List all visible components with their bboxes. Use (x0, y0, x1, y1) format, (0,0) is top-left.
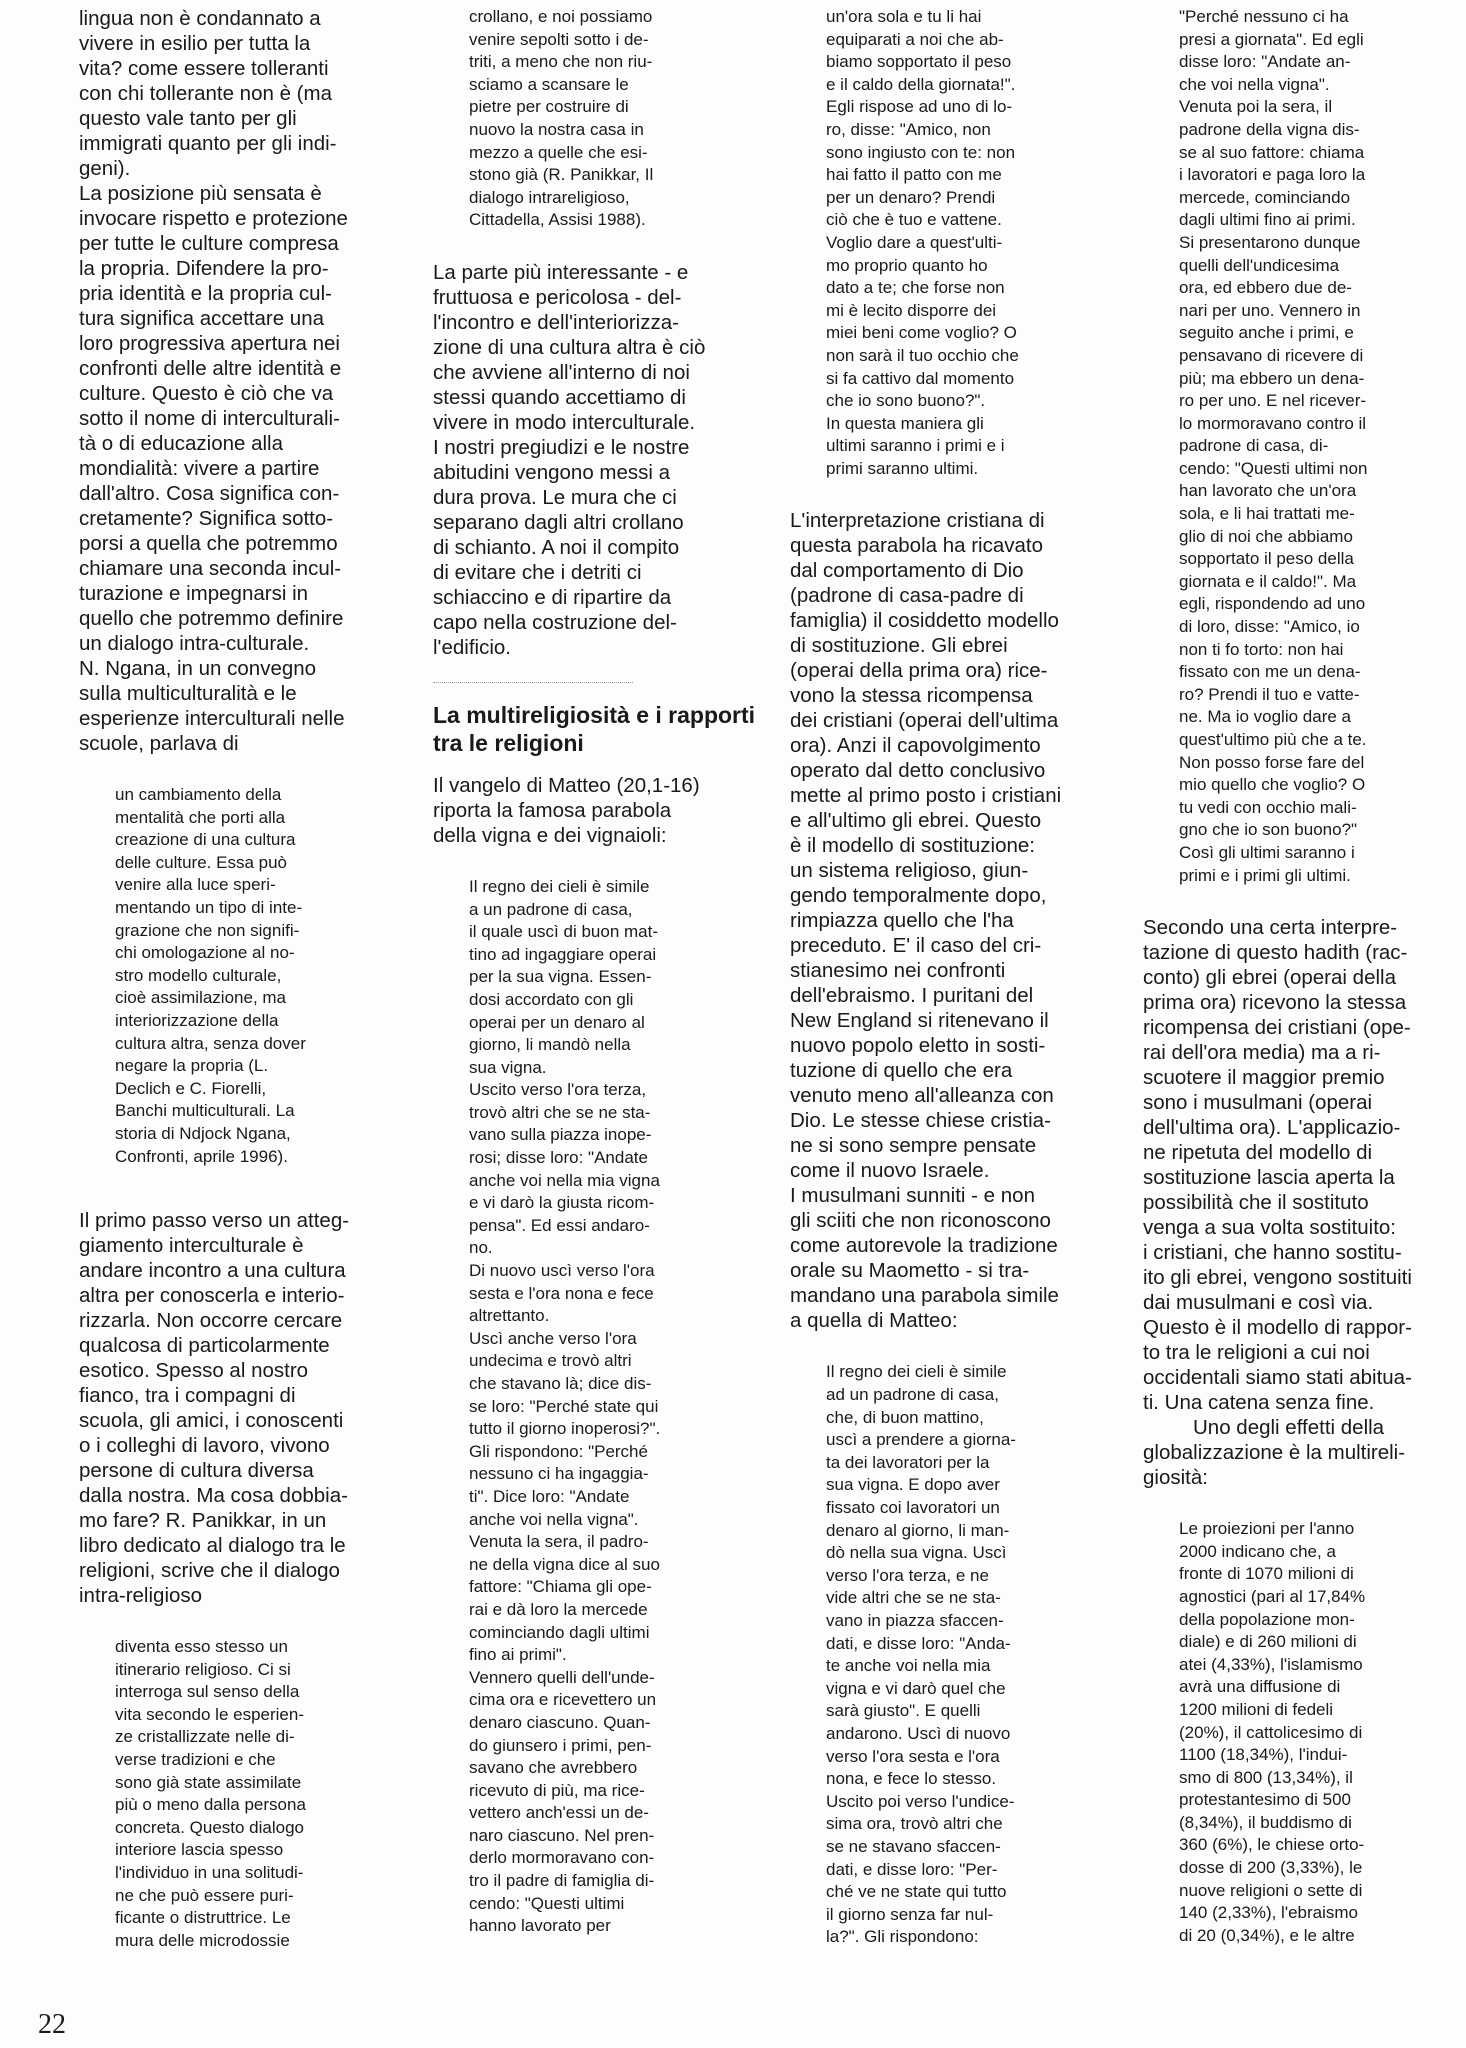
paragraph: La posizione più sensata è invocare rispetto e protezione per tutte le culture compresa la propria. Difendere la pro- pria identità e la propria cul- tura significa accettare una loro progressiva apertura nei confronti delle altre identità e culture. Questo è ciò che va sotto il nome di interculturali- tà o di educazione alla mondialità: vivere a partire dall'altro. Cosa significa con- cretamente? Significa sotto- porsi a quella che potremmo chiamare una seconda incul- turazione e impegnarsi in quello che potremmo definire un dialogo intra-culturale. (79, 182, 348, 655)
block-quote: In questa maniera gli ultimi saranno i primi e i primi saranno ultimi. (826, 413, 1005, 478)
block-quote: "Perché nessuno ci ha presi a giornata". Ed egli disse loro: "Andate an- che voi nella vigna". Venuta poi la sera, il padrone della vigna dis- se al suo fattore: chiama i lavoratori e paga loro la mercede, cominciando dagli ultimi fino ai primi. Si presentarono dunque quelli dell'undicesima ora, ed ebbero due de- nari per uno. Vennero in seguito anche i primi, e pensavano di ricevere di più; ma ebbero un dena- ro per uno. E nel ricever- lo mormoravano contro il padrone di casa, di- cendo: "Questi ultimi non han lavorato che un'ora sola, e li hai trattati me- glio di noi che abbiamo sopportato il peso della giornata e il caldo!". Ma egli, rispondendo ad uno di loro, disse: "Amico, io non ti fo torto: non hai fissato con me un dena- ro? Prendi il tuo e vatte- ne. Ma io voglio dare a quest'ultimo più che a te. Non posso forse fare del mio quello che voglio? O tu vedi con occhio mali- gno che io son buono?" Così gli ultimi saranno i primi e i primi gli ultimi. (1179, 7, 1368, 885)
column-3 (790, 6, 1137, 1949)
column-1 (79, 6, 423, 1952)
block-quote: diventa esso stesso un itinerario religioso. Ci si interroga sul senso della vita secondo le esperien- ze cristallizzate nelle di- verse tradizioni e che sono già state assimilate più o meno dalla persona concreta. Questo dialogo interiore lascia spesso l'individuo in una solitudi- ne che può essere puri- ficante o distruttrice. Le mura delle microdossie (115, 1637, 306, 1950)
block-quote: Il regno dei cieli è simile ad un padrone di casa, che, di buon mattino, uscì a prendere a giorna- ta dei lavoratori per la sua vigna. E dopo aver fissato coi lavoratori un denaro al giorno, li man- dò nella sua vigna. Uscì verso l'ora terza, e ne vide altri che se ne sta- vano in piazza sfaccen- dati, e disse loro: "Anda- te anche voi nella mia vigna e vi darò quel che sarà giusto". E quelli andarono. Uscì di nuovo verso l'ora sesta e l'ora nona, e fece lo stesso. Uscito poi verso l'undice- sima ora, trovò altri che se ne stavano sfaccen- dati, e disse loro: "Per- ché ve ne state qui tutto il giorno senza far nul- la?". Gli rispondono: (826, 1362, 1016, 1947)
column-2 (433, 6, 775, 1938)
paragraph: Secondo una certa interpre- tazione di questo hadith (rac- conto) gli ebrei (operai della prima ora) ricevono la stessa ricompensa dei cristiani (ope- rai dell'ora media) ma a ri- scuotere il maggior premio sono i musulmani (operai dell'ultima ora). L'applicazio- ne ripetuta del modello di sostituzione lascia aperta la possibilità che il sostituto venga a sua volta sostituito: i cristiani, che hanno sostitu- ito gli ebrei, vengono sostituiti dai musulmani e così via. Questo è il modello di rappor- to tra le religioni a cui noi occidentali siamo stati abitua- ti. Una catena senza fine. (1143, 916, 1412, 1415)
block-quote: crollano, e noi possiamo venire sepolti sotto i de- triti, a meno che non riu- sciamo a scansare le pietre per costruire di nuovo la nostra casa in mezzo a quelle che esi- stono già (R. Panikkar, Il dialogo intrareligioso, Cittadella, Assisi 1988). (469, 7, 654, 230)
page-number: 22 (38, 2009, 66, 2040)
block-quote: Uscito verso l'ora terza, trovò altri che se ne sta- vano sulla piazza inope- rosi; disse loro: "Andate anche voi nella mia vigna e vi darò la giusta ricom- pensa". Ed essi andaro- no. (469, 1080, 660, 1258)
column-4 (1143, 6, 1466, 1947)
divider (433, 682, 633, 683)
section-heading: La multireligiosità e i rapporti tra le religioni (433, 701, 756, 756)
paragraph: N. Ngana, in un convegno sulla multiculturalità e le esperienze interculturali nelle scuole, parlava di (79, 657, 345, 755)
block-quote: Di nuovo uscì verso l'ora sesta e l'ora nona e fece altrettanto. (469, 1261, 655, 1326)
paragraph: L'interpretazione cristiana di questa parabola ha ricavato dal comportamento di Dio (padrone di casa-padre di famiglia) il cosiddetto modello di sostituzione. Gli ebrei (operai della prima ora) rice- vono la stessa ricompensa dei cristiani (operai dell'ultima ora). Anzi il capovolgimento operato dal detto conclusivo mette al primo posto i cristiani e all'ultimo gli ebrei. Questo è il modello di sostituzione: un sistema religioso, giun- gendo temporalmente dopo, rimpiazza quello che l'ha preceduto. E' il caso del cri- stianesimo nei confronti dell'ebraismo. I puritani del New England si ritenevano il nuovo popolo eletto in sosti- tuzione di quello che era venuto meno all'alleanza con Dio. Le stesse chiese cristia- ne si sono sempre pensate come il nuovo Israele. (790, 509, 1062, 1183)
block-quote: Il regno dei cieli è simile a un padrone di casa, il quale uscì di buon mat- tino ad ingaggiare operai per la sua vigna. Essen- dosi accordato con gli operai per un denaro al giorno, li mandò nella sua vigna. (469, 876, 658, 1077)
block-quote: Uscì anche verso l'ora undecima e trovò altri che stavano là; dice dis- se loro: "Perché state qui tutto il giorno inoperosi?". Gli rispondono: "Perché nessuno ci ha ingaggia- ti". Dice loro: "Andate anche voi nella vigna". Venuta la sera, il padro- ne della vigna dice al suo fattore: "Chiama gli ope- rai e dà loro la mercede cominciando dagli ultimi fino ai primi". Vennero quelli dell'unde- cima ora e ricevettero un denaro ciascuno. Quan- do giunsero i primi, pen- savano che avrebbero ricevuto di più, ma rice- vettero anch'essi un de- naro ciascuno. Nel pren- derlo mormoravano con- tro il padre di famiglia di- cendo: "Questi ultimi hanno lavorato per (469, 1328, 661, 1936)
paragraph: Il primo passo verso un atteg- giamento interculturale è andare incontro a una cultura altra per conoscerla e interio- rizzarla. Non occorre cercare qualcosa di particolarmente esotico. Spesso al nostro fianco, tra i compagni di scuola, gli amici, i conoscenti o i colleghi di lavoro, vivono persone di cultura diversa dalla nostra. Ma cosa dobbia- mo fare? R. Panikkar, in un libro dedicato al dialogo tra le religioni, scrive che il dialogo intra-religioso (79, 1209, 350, 1608)
paragraph: Uno degli effetti della globalizzazione è la multireli- giosità: (1143, 1416, 1406, 1490)
block-quote: un cambiamento della mentalità che porti alla creazione di una cultura delle culture. Essa può venire alla luce speri- mentando un tipo di inte- grazione che non signifi- chi omologazione al no- stro modello culturale, cioè assimilazione, ma interiorizzazione della cultura altra, senza dover negare la propria (L. Declich e C. Fiorelli, Banchi multiculturali. La storia di Ndjock Ngana, Confronti, aprile 1996). (115, 785, 306, 1166)
paragraph: I musulmani sunniti - e non gli sciiti che non riconoscono come autorevole la tradizione orale su Maometto - si tra- mandano una parabola simile a quella di Matteo: (790, 1184, 1059, 1333)
block-quote: Le proiezioni per l'anno 2000 indicano che, a fronte di 1070 milioni di agnostici (pari al 17,84% della popolazione mon- diale) e di 260 milioni di atei (4,33%), l'islamismo avrà una diffusione di 1200 milioni di fedeli (20%), il cattolicesimo di 1100 (18,34%), l'indui- smo di 800 (13,34%), il protestantesimo di 500 (8,34%), il buddismo di 360 (6%), le chiese orto- dosse di 200 (3,33%), le nuove religioni o sette di 140 (2,33%), l'ebraismo di 20 (0,34%), e le altre (1179, 1519, 1366, 1945)
paragraph: lingua non è condannato a vivere in esilio per tutta la vita? come essere tolleranti con chi tollerante non è (ma questo vale tanto per gli immigrati quanto per gli indi- geni). (79, 7, 337, 180)
block-quote: un'ora sola e tu li hai equiparati a noi che ab- biamo sopportato il peso e il caldo della giornata!". Egli rispose ad uno di lo- ro, disse: "Amico, non sono ingiusto con te: non hai fatto il patto con me per un denaro? Prendi ciò che è tuo e vattene. Voglio dare a quest'ulti- mo proprio quanto ho dato a te; che forse non mi è lecito disporre dei miei beni come voglio? O non sarà il tuo occhio che si fa cattivo dal momento che io sono buono?". (826, 7, 1019, 411)
paragraph: La parte più interessante - e fruttuosa e pericolosa - del- l'incontro e dell'interiorizza- zione di una cultura altra è ciò che avviene all'interno di noi stessi quando accettiamo di vivere in modo interculturale. I nostri pregiudizi e le nostre abitudini vengono messi a dura prova. Le mura che ci separano dagli altri crollano di schianto. A noi il compito di evitare che i detriti ci schiaccino e di ripartire da capo nella costruzione del- l'edificio. (433, 260, 706, 659)
paragraph: Il vangelo di Matteo (20,1-16) riporta la famosa parabola della vigna e dei vignaioli: (433, 773, 700, 847)
